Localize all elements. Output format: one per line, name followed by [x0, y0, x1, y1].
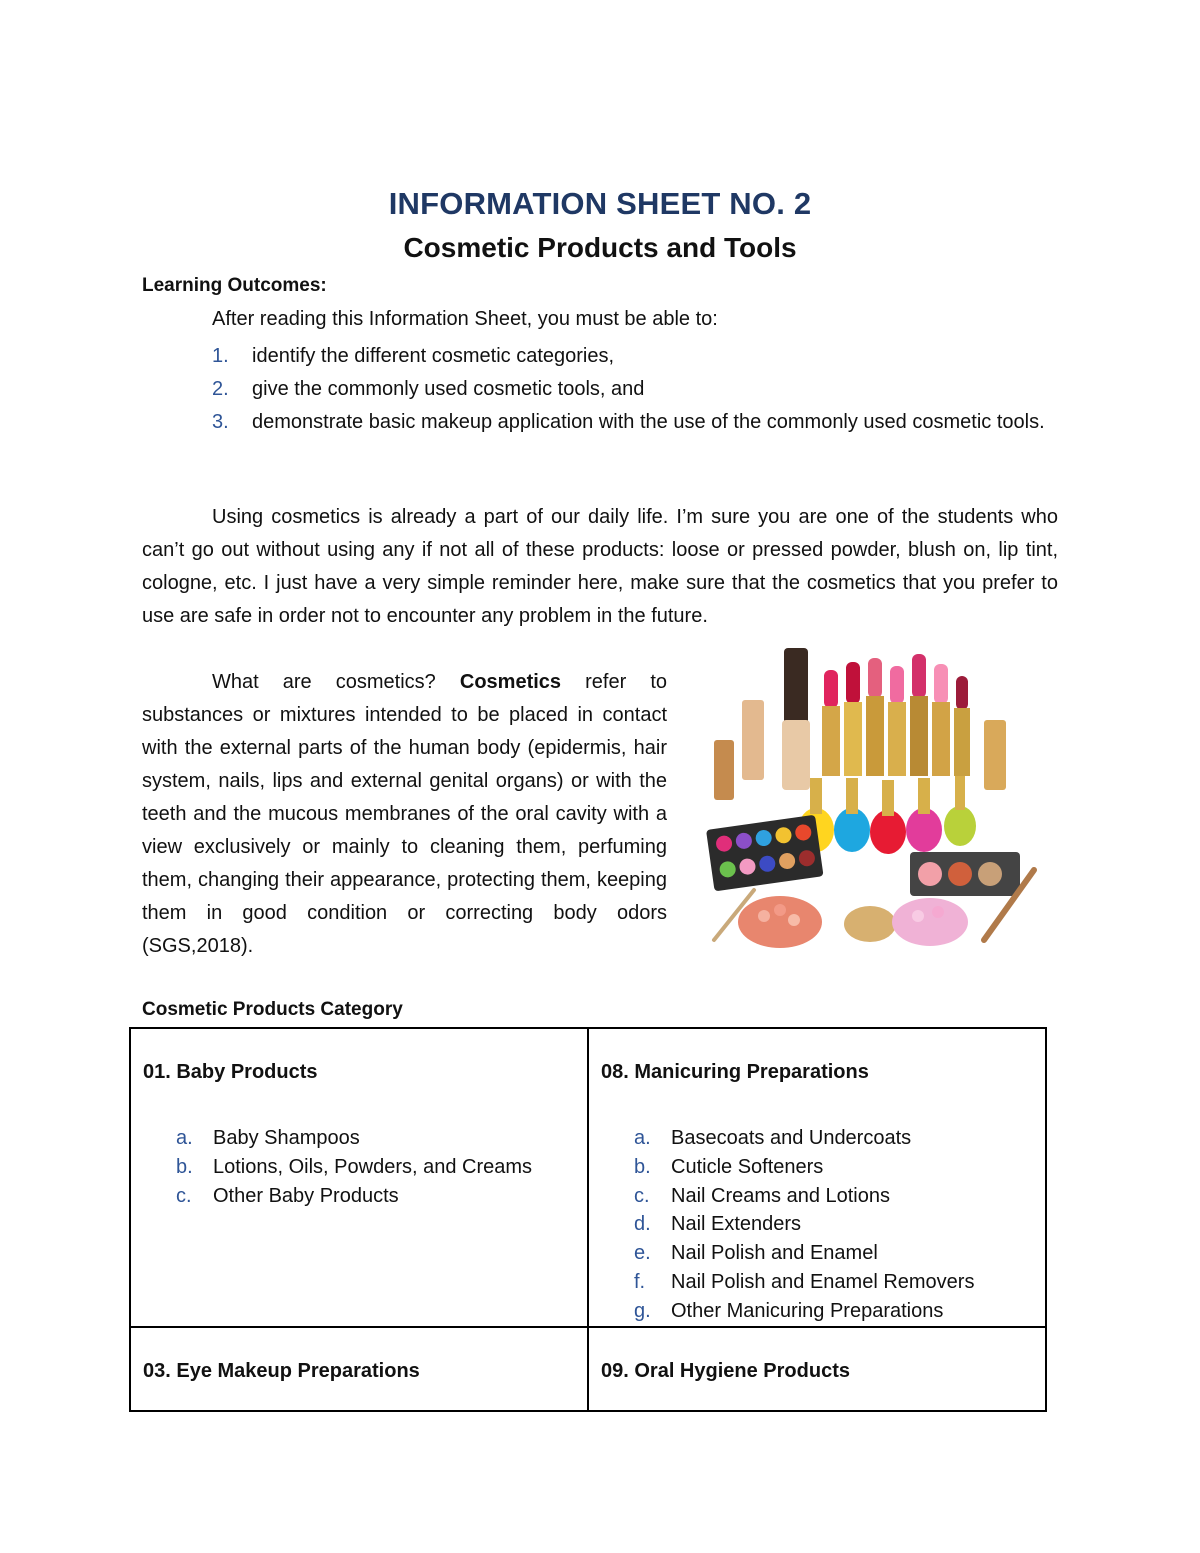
list-letter: a.	[634, 1127, 651, 1149]
definition-lead: What are cosmetics?	[212, 671, 460, 693]
list-item	[601, 1182, 1033, 1211]
category-list	[601, 1124, 1033, 1326]
page-title: INFORMATION SHEET NO. 2	[388, 186, 812, 221]
list-letter: b.	[634, 1155, 651, 1178]
list-letter: c.	[634, 1184, 650, 1207]
definition-body: refer to substances or mixtures intended to be placed in contact with the external parts of the human body (epidermis, hair system, nails, lips and external genital organs) or with the teeth and the mucous membranes of the oral cavity with a view exclusively or mainly to cleaning them, perfuming them, changing their appearance, protecting them, keeping them in good condition or correcting body odors (SGS,2018).	[142, 671, 667, 957]
table-cell	[130, 1327, 588, 1411]
categories-table	[129, 1027, 1047, 1412]
list-item	[601, 1153, 1033, 1182]
list-text: Other Manicuring Preparations	[671, 1299, 944, 1322]
list-number: 2.	[212, 378, 229, 400]
list-letter: c.	[176, 1184, 192, 1207]
list-text: identify the different cosmetic categories,	[252, 345, 615, 367]
list-letter: d.	[634, 1213, 651, 1236]
list-item	[143, 1124, 575, 1153]
list-text: Nail Creams and Lotions	[671, 1184, 890, 1207]
table-cell	[588, 1327, 1046, 1411]
list-text: Other Baby Products	[213, 1184, 399, 1207]
category-title: 09. Oral Hygiene Products	[601, 1359, 850, 1382]
table-cell	[130, 1028, 588, 1327]
intro-paragraph: Using cosmetics is already a part of our daily life. I’m sure you are one of the students who can’t go out without using any if not all of these products: loose or pressed powder, blush on, lip tint, cologne, etc. I just have a very simple reminder here, make sure that the cosmetics that you prefer to use are safe in order not to encounter any problem in the future.	[142, 506, 1058, 627]
page-subtitle: Cosmetic Products and Tools	[403, 232, 797, 263]
definition-term: Cosmetics	[459, 671, 562, 693]
table-row	[130, 1028, 1046, 1327]
list-text: Basecoats and Undercoats	[671, 1127, 912, 1149]
cosmetics-products-photo	[684, 640, 1050, 958]
list-number: 1.	[212, 345, 229, 367]
category-title: 03. Eye Makeup Preparations	[143, 1359, 420, 1382]
list-text: Nail Polish and Enamel Removers	[671, 1270, 975, 1293]
list-item	[143, 1153, 575, 1182]
learning-outcomes-heading: Learning Outcomes:	[142, 275, 327, 296]
list-text: Lotions, Oils, Powders, and Creams	[213, 1155, 533, 1178]
list-letter: e.	[634, 1242, 651, 1265]
list-item	[601, 1239, 1033, 1268]
list-item	[212, 373, 1062, 406]
list-text: give the commonly used cosmetic tools, and	[252, 378, 645, 400]
category-title: 08. Manicuring Preparations	[601, 1061, 869, 1083]
list-number: 3.	[212, 411, 229, 433]
list-text: Baby Shampoos	[213, 1127, 360, 1149]
list-text: Cuticle Softeners	[671, 1155, 824, 1178]
definition-paragraph	[142, 666, 667, 963]
table-row	[130, 1327, 1046, 1411]
category-title: 01. Baby Products	[143, 1061, 318, 1083]
list-text: Nail Polish and Enamel	[671, 1242, 878, 1265]
categories-heading: Cosmetic Products Category	[142, 999, 403, 1020]
list-item	[601, 1297, 1033, 1326]
list-letter: f.	[634, 1270, 646, 1293]
category-list	[143, 1124, 575, 1210]
list-item	[212, 406, 1062, 439]
table-cell	[588, 1028, 1046, 1327]
list-letter: b.	[176, 1155, 193, 1178]
list-item	[601, 1268, 1033, 1297]
learning-outcomes-intro: After reading this Information Sheet, you must be able to:	[212, 308, 718, 330]
list-letter: a.	[176, 1127, 193, 1149]
list-letter: g.	[634, 1299, 651, 1322]
list-item	[143, 1182, 575, 1211]
learning-outcomes-list	[212, 340, 1062, 439]
list-item	[212, 340, 1062, 373]
list-item	[601, 1210, 1033, 1239]
list-text: demonstrate basic makeup application with the use of the commonly used cosmetic tools.	[252, 411, 1045, 433]
list-text: Nail Extenders	[671, 1213, 802, 1236]
list-item	[601, 1124, 1033, 1153]
